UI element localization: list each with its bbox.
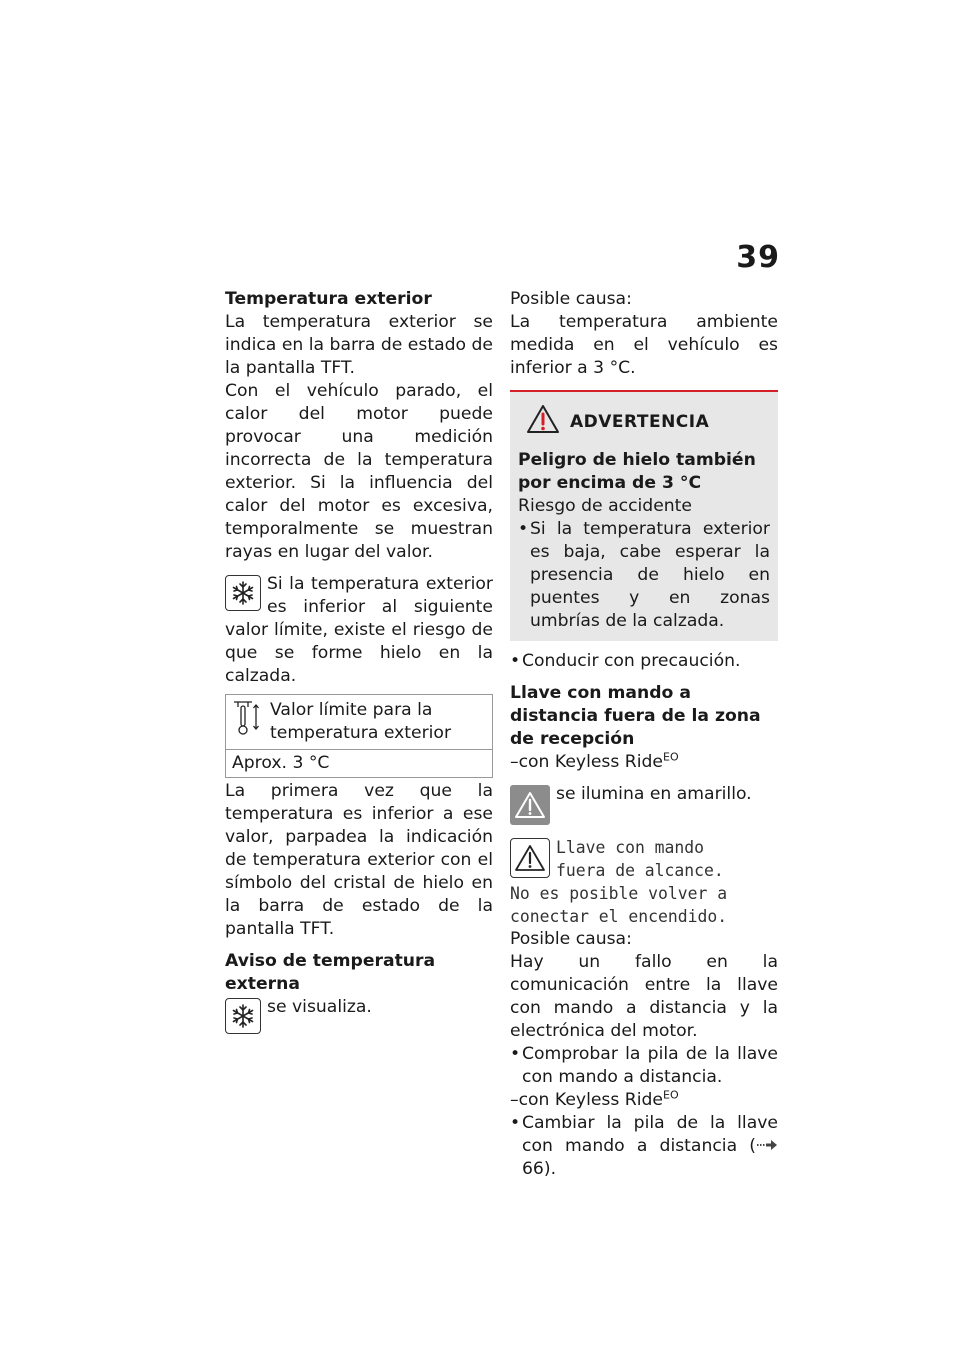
warning-label: ADVERTENCIA bbox=[570, 412, 710, 432]
display-message-line-3: No es posible volver a bbox=[510, 884, 728, 903]
page-reference-arrow-icon bbox=[756, 1136, 778, 1156]
heading-temperatura-exterior: Temperatura exterior bbox=[225, 289, 432, 309]
warning-triangle-icon bbox=[526, 404, 560, 441]
warning-risk: Riesgo de accidente bbox=[518, 496, 692, 516]
limit-table-value: Aprox. 3 °C bbox=[226, 749, 492, 777]
causa-label-2: Posible causa: bbox=[510, 929, 632, 949]
text-ilumina-amarillo: se ilumina en amarillo. bbox=[556, 784, 752, 804]
page-number: 39 bbox=[736, 240, 780, 275]
causa-label: Posible causa: bbox=[510, 289, 632, 309]
causa-text-2: Hay un fallo en la comunicación entre la llave con mando a distancia y la electrónica del motor. bbox=[510, 952, 778, 1041]
paragraph-vehiculo-parado: Con el vehículo parado, el calor del motor puede provocar una medición incorrecta de la temperatura exterior. Si la influencia del calor del motor es excesiva, temporalmente se muestran rayas en lugar del valor. bbox=[225, 381, 493, 562]
limit-table-title: Valor límite para la temperatura exterior bbox=[270, 700, 452, 743]
right-column bbox=[510, 288, 778, 1181]
warning-heading: Peligro de hielo también por encima de 3 °C bbox=[518, 450, 756, 493]
thermometer-icon bbox=[232, 699, 262, 744]
bullet-comprobar-pila: • Comprobar la pila de la llave con mando a distancia. bbox=[510, 1043, 778, 1089]
heading-aviso-temperatura: Aviso de temperatura externa bbox=[225, 951, 436, 994]
paragraph-riesgo-hielo: Si la temperatura exterior es inferior al siguiente valor límite, existe el riesgo de que se forme hielo en la calzada. bbox=[225, 574, 493, 686]
limit-table-header bbox=[226, 695, 492, 749]
aviso-block bbox=[225, 996, 493, 1036]
paragraph-indicacion: La temperatura exterior se indica en la barra de estado de la pantalla TFT. bbox=[225, 312, 493, 378]
page-reference-number[interactable]: 66 bbox=[522, 1159, 544, 1179]
display-message-line-1: Llave con mando bbox=[556, 838, 705, 857]
key-message-block bbox=[510, 836, 778, 928]
warning-bullet: • Si la temperatura exterior es baja, cabe esperar la presencia de hielo en puentes y en zonas umbrías de la calzada. bbox=[518, 518, 770, 633]
display-message-line-2: fuera de alcance. bbox=[556, 861, 724, 880]
key-warning-icon bbox=[510, 838, 550, 878]
causa-text: La temperatura ambiente medida en el vehículo es inferior a 3 °C. bbox=[510, 312, 778, 378]
display-message-line-4: conectar el encendido. bbox=[510, 907, 728, 926]
limit-table bbox=[225, 694, 493, 778]
general-warning-light-icon bbox=[510, 785, 550, 825]
snowflake-icon bbox=[225, 575, 261, 611]
warning-box bbox=[510, 390, 778, 641]
ice-warning-block bbox=[225, 573, 493, 688]
bullet-cambiar-pila: • Cambiar la pila de la llave con mando a distancia (66). bbox=[510, 1112, 778, 1181]
keyless-ride-note-1: –con Keyless Ride$^{EO}$ bbox=[510, 750, 679, 772]
text-se-visualiza: se visualiza. bbox=[267, 997, 372, 1017]
keyless-ride-note-2: –con Keyless Ride$^{EO}$ bbox=[510, 1088, 679, 1110]
bullet-conducir: • Conducir con precaución. bbox=[510, 650, 778, 673]
amarillo-block bbox=[510, 783, 778, 827]
snowflake-icon bbox=[225, 998, 261, 1034]
heading-llave-fuera: Llave con mando a distancia fuera de la zona de recepción bbox=[510, 683, 761, 749]
paragraph-primera-vez: La primera vez que la temperatura es inferior a ese valor, parpadea la indicación de temperatura exterior con el símbolo del cristal de hielo en la barra de estado de la pantalla TFT. bbox=[225, 781, 493, 939]
warning-title bbox=[518, 404, 770, 441]
left-column bbox=[225, 288, 493, 1036]
